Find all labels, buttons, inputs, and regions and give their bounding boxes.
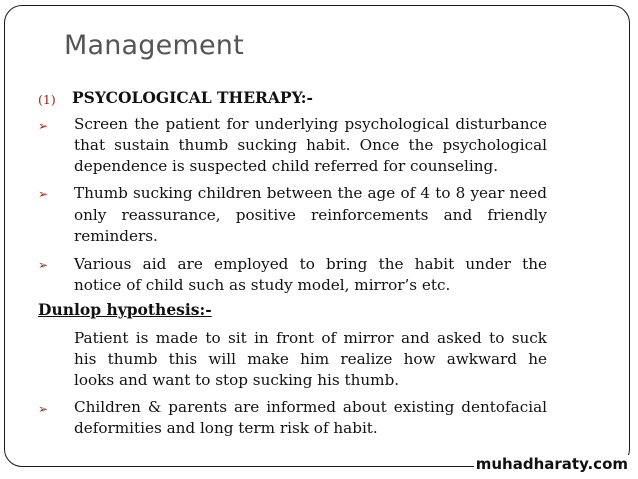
bullet-arrow-icon: ➢ bbox=[38, 119, 49, 133]
bullet-1-line-1: Screen the patient for underlying psychological disturbance bbox=[74, 115, 547, 133]
paragraph-line-2: his thumb this will make him realize how awkward he bbox=[74, 350, 547, 368]
bullet-1-line-2: that sustain thumb sucking habit. Once the psychological bbox=[74, 136, 547, 154]
bullet-4-line-2: deformities and long term risk of habit. bbox=[74, 419, 378, 437]
watermark: muhadharaty.com bbox=[475, 455, 628, 473]
bullet-arrow-icon: ➢ bbox=[38, 258, 49, 272]
bullet-arrow-icon: ➢ bbox=[38, 402, 49, 416]
slide-title: Management bbox=[64, 30, 244, 61]
bullet-2-line-2: only reassurance, positive reinforcements and friendly bbox=[74, 206, 547, 224]
dunlop-subheading: Dunlop hypothesis:- bbox=[38, 300, 212, 319]
section-heading: PSYCOLOGICAL THERAPY:- bbox=[72, 88, 313, 107]
bullet-3-line-1: Various aid are employed to bring the habit under the bbox=[74, 255, 547, 273]
bullet-1-line-3: dependence is suspected child referred for counseling. bbox=[74, 157, 499, 175]
paragraph-line-3: looks and want to stop sucking his thumb. bbox=[74, 371, 400, 389]
bullet-3-line-2: notice of child such as study model, mirror’s etc. bbox=[74, 276, 451, 294]
bullet-2-line-1: Thumb sucking children between the age of 4 to 8 year need bbox=[74, 184, 547, 202]
paragraph-line-1: Patient is made to sit in front of mirror and asked to suck bbox=[74, 329, 547, 347]
bullet-arrow-icon: ➢ bbox=[38, 187, 49, 201]
bullet-2-line-3: reminders. bbox=[74, 227, 158, 245]
bullet-4-line-1: Children & parents are informed about existing dentofacial bbox=[74, 398, 547, 416]
section-number: (1) bbox=[38, 92, 56, 107]
